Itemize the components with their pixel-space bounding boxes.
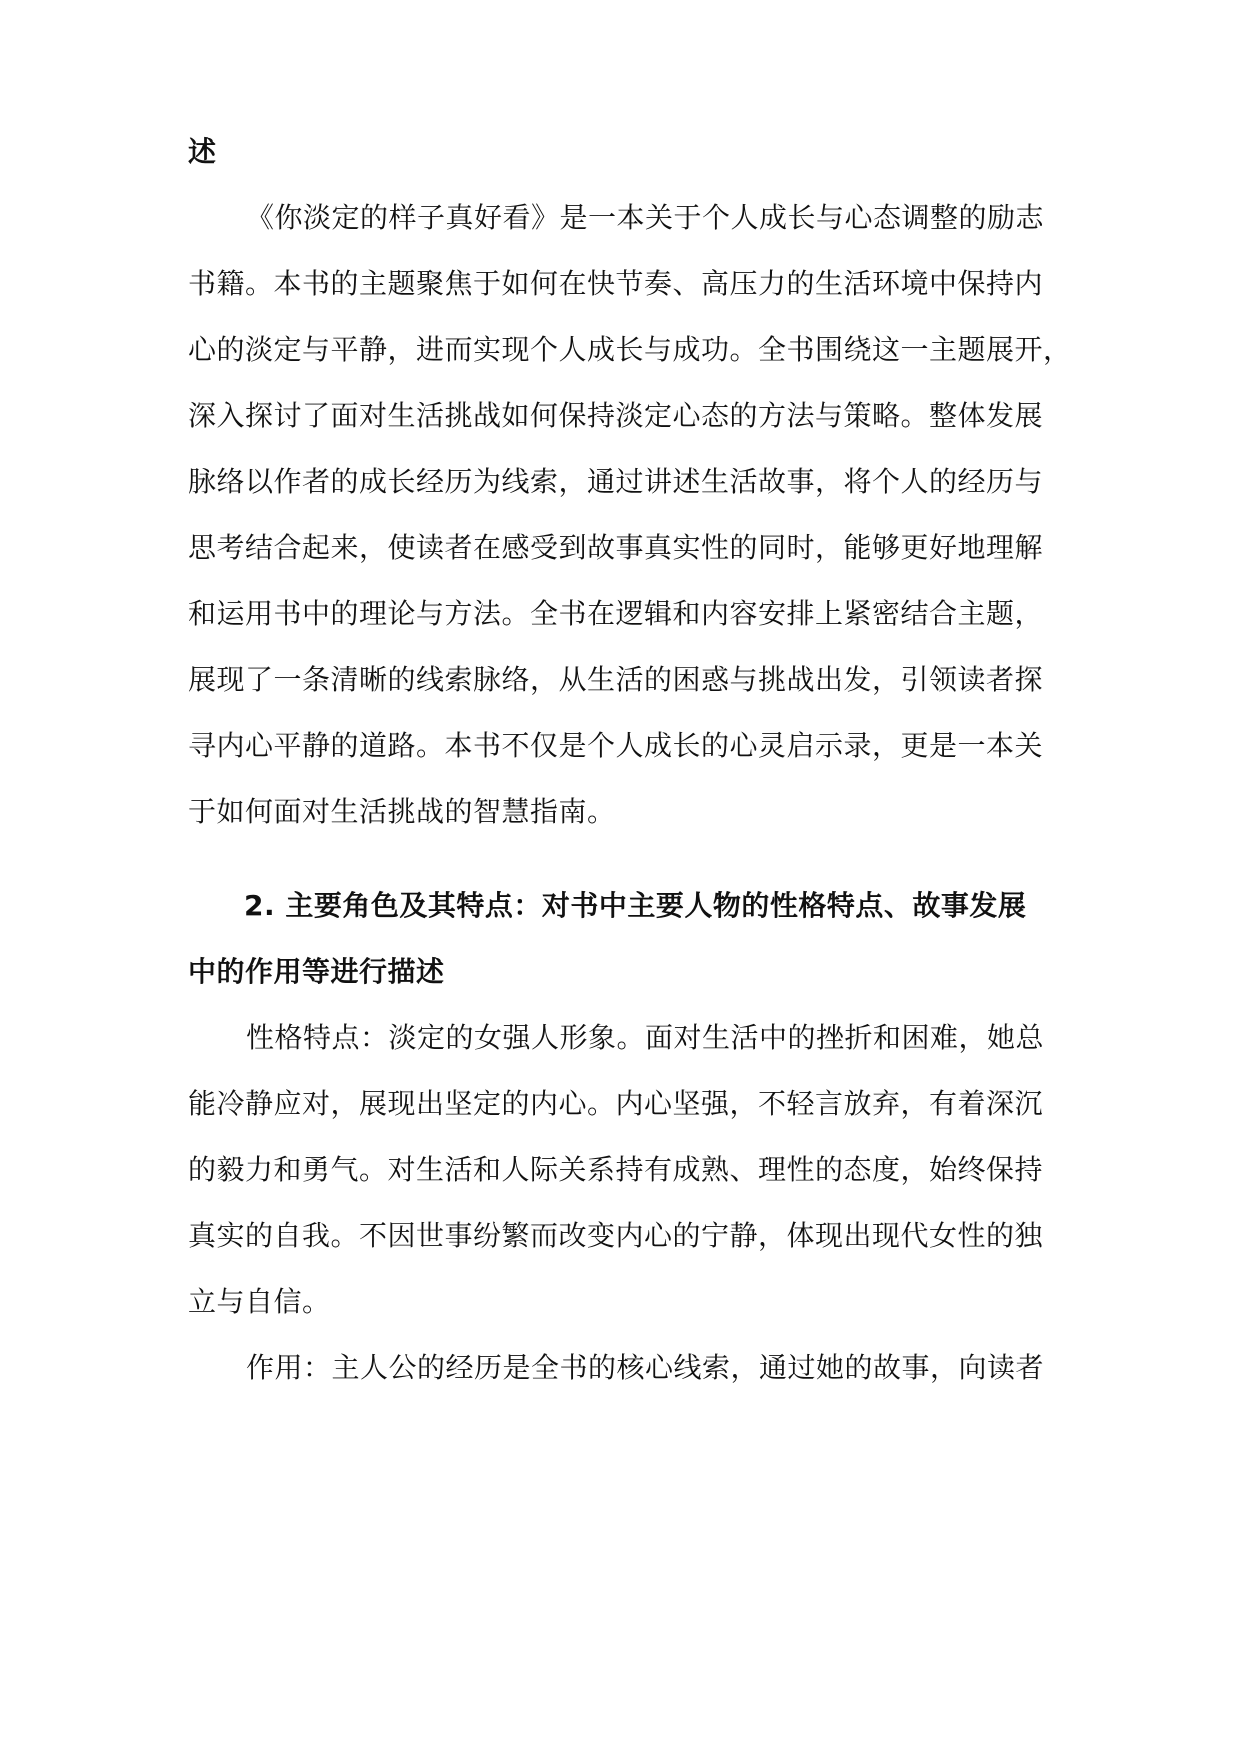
section-heading-tail: 述 <box>188 135 217 168</box>
paragraph-line: 寻内心平静的道路。本书不仅是个人成长的心灵启示录，更是一本关 <box>188 729 1044 762</box>
paragraph-line: 作用：主人公的经历是全书的核心线索，通过她的故事，向读者 <box>246 1351 1045 1384</box>
paragraph-line: 深入探讨了面对生活挑战如何保持淡定心态的方法与策略。整体发展 <box>188 399 1044 432</box>
paragraph-line: 脉络以作者的成长经历为线索，通过讲述生活故事，将个人的经历与 <box>188 465 1044 498</box>
paragraph-line: 立与自信。 <box>188 1285 331 1318</box>
paragraph-line: 书籍。本书的主题聚焦于如何在快节奏、高压力的生活环境中保持内 <box>188 267 1044 300</box>
paragraph-line: 展现了一条清晰的线索脉络，从生活的困惑与挑战出发，引领读者探 <box>188 663 1044 696</box>
paragraph-line: 和运用书中的理论与方法。全书在逻辑和内容安排上紧密结合主题， <box>188 597 1044 630</box>
paragraph-line: 性格特点：淡定的女强人形象。面对生活中的挫折和困难，她总 <box>246 1021 1045 1054</box>
paragraph-line: 《你淡定的样子真好看》是一本关于个人成长与心态调整的励志 <box>246 201 1045 234</box>
paragraph-line: 心的淡定与平静，进而实现个人成长与成功。全书围绕这一主题展开， <box>188 333 1072 366</box>
heading-line: 中的作用等进行描述 <box>188 955 445 988</box>
paragraph-line: 能冷静应对，展现出坚定的内心。内心坚强，不轻言放弃，有着深沉 <box>188 1087 1044 1120</box>
paragraph-line: 的毅力和勇气。对生活和人际关系持有成熟、理性的态度，始终保持 <box>188 1153 1044 1186</box>
heading-line: 2. 主要角色及其特点：对书中主要人物的性格特点、故事发展 <box>244 889 1027 922</box>
paragraph-line: 真实的自我。不因世事纷繁而改变内心的宁静，体现出现代女性的独 <box>188 1219 1044 1252</box>
paragraph-line: 于如何面对生活挑战的智慧指南。 <box>188 795 616 828</box>
paragraph-line: 思考结合起来，使读者在感受到故事真实性的同时，能够更好地理解 <box>188 531 1044 564</box>
